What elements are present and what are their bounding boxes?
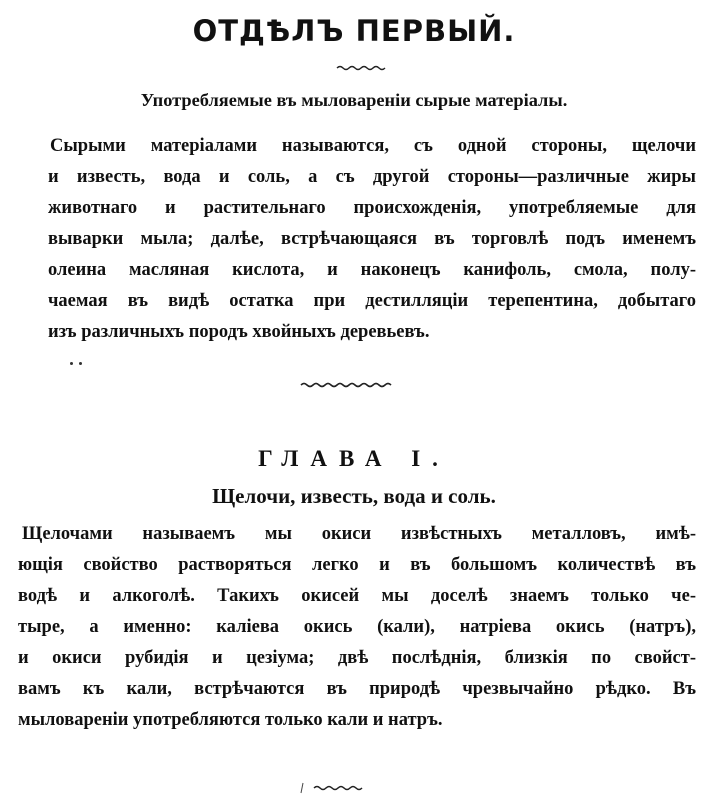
paragraph-line: мыловаренiи употребляются только кали и натръ. xyxy=(18,710,443,730)
paragraph-line: животнаго и растительнаго происхожденiя, употребляемые для xyxy=(48,198,696,218)
paragraph-line: выварки мыла; далѣе, встрѣчающаяся въ торговлѣ подъ именемъ xyxy=(48,229,696,249)
print-speck xyxy=(79,362,82,365)
paragraph-line: и окиси рубидiя и цезiума; двѣ послѣднiя, близкiя по свойст- xyxy=(18,648,696,668)
ornament-squiggle-bottom xyxy=(300,782,370,794)
paragraph-line: и известь, вода и соль, а съ другой стороны—различные жиры xyxy=(48,167,696,187)
chapter-label: ГЛАВА I. xyxy=(258,446,450,471)
chapter-title: Щелочи, известь, вода и соль. xyxy=(212,484,496,508)
paragraph-line: водѣ и алкоголѣ. Такихъ окисей мы доселѣ знаемъ только че- xyxy=(18,586,696,606)
paragraph-line: чаемая въ видѣ остатка при дестилляцiи терепентина, добытаго xyxy=(48,291,696,311)
paragraph-line: Сырыми матерiалами называются, съ одной стороны, щелочи xyxy=(50,136,696,156)
paragraph-raw-materials xyxy=(50,131,696,348)
paragraph-line: Щелочами называемъ мы окиси извѣстныхъ металловъ, имѣ- xyxy=(22,524,696,544)
paragraph-line: вамъ къ кали, встрѣчаются въ природѣ чрезвычайно рѣдко. Въ xyxy=(18,679,696,699)
part-title: ОТДѢЛЪ ПЕРВЫЙ. xyxy=(192,14,516,48)
paragraph-line: олеина масляная кислота, и наконецъ канифоль, смола, полу- xyxy=(48,260,696,280)
section-title: Употребляемые въ мыловаренiи сырые матерiалы. xyxy=(140,90,568,110)
paragraph-line: тыре, а именно: калiева окись (кали), натрiева окись (натръ), xyxy=(18,617,696,637)
ornament-squiggle-divider xyxy=(300,380,396,390)
print-speck xyxy=(70,362,73,365)
paragraph-line: ющiя свойство растворяться легко и въ большомъ количествѣ въ xyxy=(18,555,696,575)
paragraph-alkalis xyxy=(18,519,696,736)
ornament-squiggle-top xyxy=(336,64,388,72)
paragraph-line: изъ различныхъ породъ хвойныхъ деревьевъ. xyxy=(48,322,430,342)
